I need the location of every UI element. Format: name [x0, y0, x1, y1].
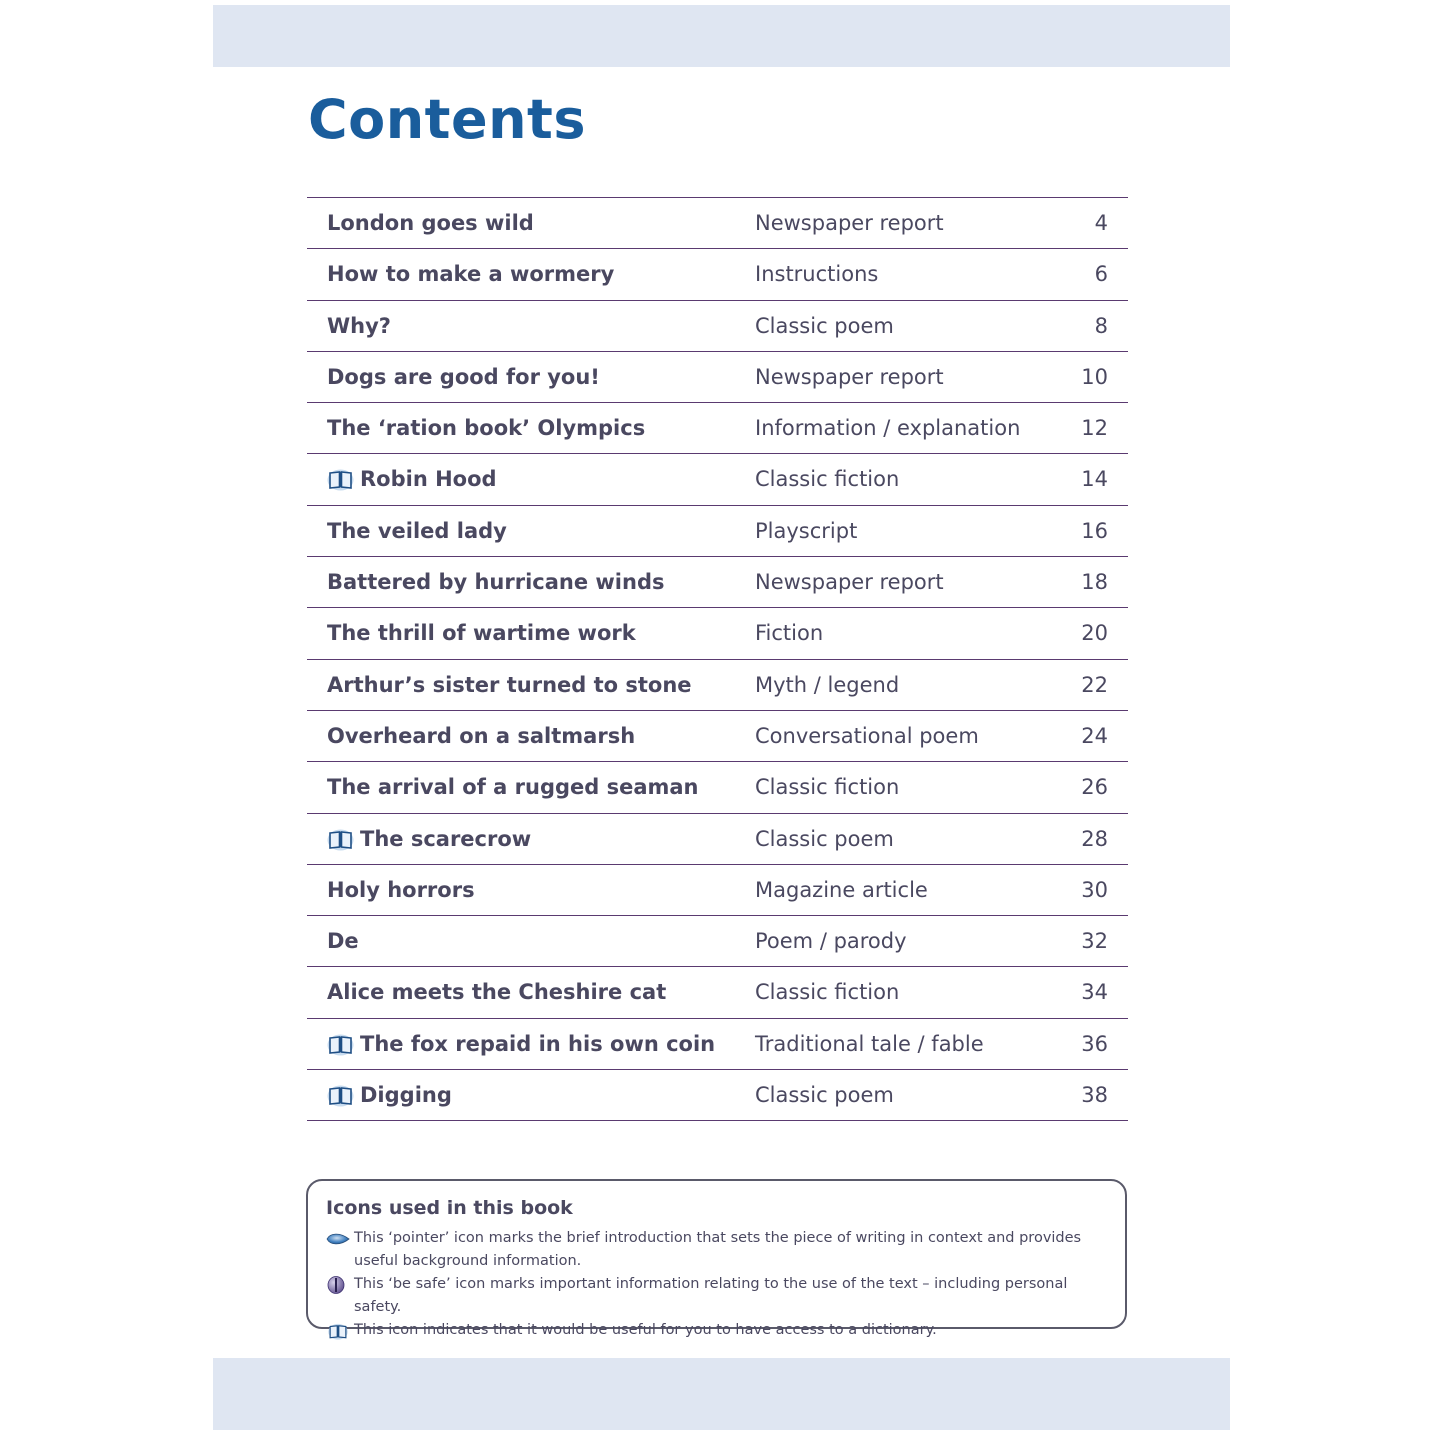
icons-legend-heading: Icons used in this book — [326, 1197, 573, 1219]
toc-entry-title-text: Battered by hurricane winds — [327, 570, 665, 595]
toc-entry-title — [327, 916, 359, 966]
toc-entry-type: Instructions — [755, 262, 879, 287]
toc-entry-type: Information / explanation — [755, 416, 1021, 441]
toc-entry-title-text: The scarecrow — [360, 826, 532, 851]
toc-entry-title-text: Overheard on a saltmarsh — [327, 723, 636, 748]
toc-row — [307, 198, 1128, 249]
be-safe-icon — [326, 1276, 350, 1294]
contents-table — [307, 197, 1128, 1121]
toc-entry-page-number: 28 — [1081, 826, 1108, 851]
toc-entry-title — [327, 557, 665, 607]
toc-entry-title — [327, 814, 531, 864]
toc-entry-title-text: The fox repaid in his own coin — [360, 1031, 716, 1056]
toc-entry-title-text: How to make a wormery — [327, 262, 615, 287]
toc-entry-title — [327, 454, 497, 504]
toc-entry-title — [327, 198, 534, 248]
toc-entry-page-number: 18 — [1081, 570, 1108, 595]
dictionary-icon — [327, 467, 354, 491]
toc-entry-type: Classic fiction — [755, 980, 900, 1005]
toc-entry-type: Magazine article — [755, 877, 928, 902]
toc-entry-page-number: 32 — [1081, 929, 1108, 954]
toc-entry-title-text: De — [327, 929, 359, 954]
toc-entry-type: Newspaper report — [755, 211, 944, 235]
toc-row — [307, 762, 1128, 813]
toc-entry-page-number: 24 — [1081, 723, 1108, 748]
toc-entry-type: Classic poem — [755, 1083, 894, 1108]
toc-row — [307, 506, 1128, 557]
bottom-band — [213, 1358, 1230, 1430]
toc-entry-type: Classic poem — [755, 826, 894, 851]
toc-entry-page-number: 30 — [1081, 877, 1108, 902]
toc-entry-title-text: Alice meets the Cheshire cat — [327, 980, 667, 1005]
toc-entry-type: Myth / legend — [755, 672, 900, 697]
toc-entry-page-number: 22 — [1081, 672, 1108, 697]
toc-entry-title-text: The arrival of a rugged seaman — [327, 775, 699, 800]
page-title: Contents — [308, 88, 587, 151]
legend-text-dictionary: This icon indicates that it would be useful for you to have access to a dictionary. — [354, 1322, 937, 1338]
toc-row — [307, 967, 1128, 1018]
legend-text-be-safe: This ‘be safe’ icon marks important information relating to the use of the text – including personal safety. — [354, 1276, 1068, 1315]
toc-entry-title-text: Why? — [327, 313, 391, 338]
toc-entry-title-text: London goes wild — [327, 211, 534, 235]
toc-row — [307, 454, 1128, 505]
toc-entry-title — [327, 403, 645, 453]
legend-item-be-safe — [326, 1273, 1107, 1319]
toc-entry-title-text: Dogs are good for you! — [327, 364, 600, 389]
toc-row — [307, 814, 1128, 865]
dictionary-icon — [327, 1032, 354, 1056]
dictionary-icon — [327, 1083, 354, 1107]
toc-entry-title — [327, 352, 600, 402]
toc-row — [307, 249, 1128, 300]
toc-entry-title — [327, 301, 391, 351]
legend-text-pointer: This ‘pointer’ icon marks the brief introduction that sets the piece of writing in context and provides useful background information. — [354, 1230, 1082, 1269]
toc-row — [307, 403, 1128, 454]
toc-entry-title-text: Holy horrors — [327, 877, 475, 902]
toc-row — [307, 660, 1128, 711]
toc-row — [307, 557, 1128, 608]
toc-entry-page-number: 36 — [1081, 1031, 1108, 1056]
legend-item-dictionary — [326, 1319, 1107, 1342]
toc-entry-title — [327, 249, 614, 299]
toc-entry-title — [327, 967, 666, 1017]
toc-row — [307, 301, 1128, 352]
toc-entry-title — [327, 1070, 452, 1120]
toc-entry-title — [327, 1019, 715, 1069]
toc-entry-type: Fiction — [755, 621, 824, 646]
toc-entry-type: Traditional tale / fable — [755, 1031, 984, 1056]
toc-entry-page-number: 8 — [1094, 313, 1108, 338]
toc-row — [307, 608, 1128, 659]
toc-entry-type: Newspaper report — [755, 364, 944, 389]
toc-entry-page-number: 20 — [1081, 621, 1108, 646]
icons-legend-box — [306, 1179, 1127, 1338]
toc-entry-page-number: 26 — [1081, 775, 1108, 800]
toc-entry-title — [327, 711, 635, 761]
toc-entry-title — [327, 608, 636, 658]
toc-entry-page-number: 38 — [1081, 1083, 1108, 1108]
pointer-icon — [326, 1230, 350, 1248]
toc-entry-title — [327, 865, 475, 915]
toc-entry-title — [327, 506, 507, 556]
toc-entry-type: Classic fiction — [755, 775, 900, 800]
toc-entry-page-number: 10 — [1081, 364, 1108, 389]
toc-entry-type: Classic poem — [755, 313, 894, 338]
toc-entry-type: Newspaper report — [755, 570, 944, 595]
toc-row — [307, 1019, 1128, 1070]
dictionary-icon — [326, 1322, 350, 1340]
toc-entry-page-number: 14 — [1081, 467, 1108, 492]
toc-row — [307, 352, 1128, 403]
toc-entry-page-number: 12 — [1081, 416, 1108, 441]
toc-entry-page-number: 4 — [1094, 211, 1108, 235]
toc-entry-page-number: 6 — [1094, 262, 1108, 287]
legend-item-pointer — [326, 1227, 1107, 1273]
toc-entry-title-text: The thrill of wartime work — [327, 621, 636, 646]
toc-row — [307, 711, 1128, 762]
toc-entry-title-text: The veiled lady — [327, 518, 507, 543]
toc-entry-page-number: 34 — [1081, 980, 1108, 1005]
top-band — [213, 5, 1230, 67]
toc-row — [307, 865, 1128, 916]
toc-entry-title-text: Robin Hood — [360, 467, 497, 492]
toc-row — [307, 1070, 1128, 1121]
toc-row — [307, 916, 1128, 967]
toc-entry-type: Classic fiction — [755, 467, 900, 492]
toc-entry-type: Poem / parody — [755, 929, 907, 954]
toc-entry-title — [327, 762, 699, 812]
toc-entry-type: Playscript — [755, 518, 858, 543]
toc-entry-type: Conversational poem — [755, 723, 979, 748]
dictionary-icon — [327, 827, 354, 851]
toc-entry-page-number: 16 — [1081, 518, 1108, 543]
toc-entry-title-text: The ‘ration book’ Olympics — [327, 416, 646, 441]
toc-entry-title-text: Digging — [360, 1083, 452, 1108]
toc-entry-title-text: Arthur’s sister turned to stone — [327, 672, 692, 697]
toc-entry-title — [327, 660, 692, 710]
